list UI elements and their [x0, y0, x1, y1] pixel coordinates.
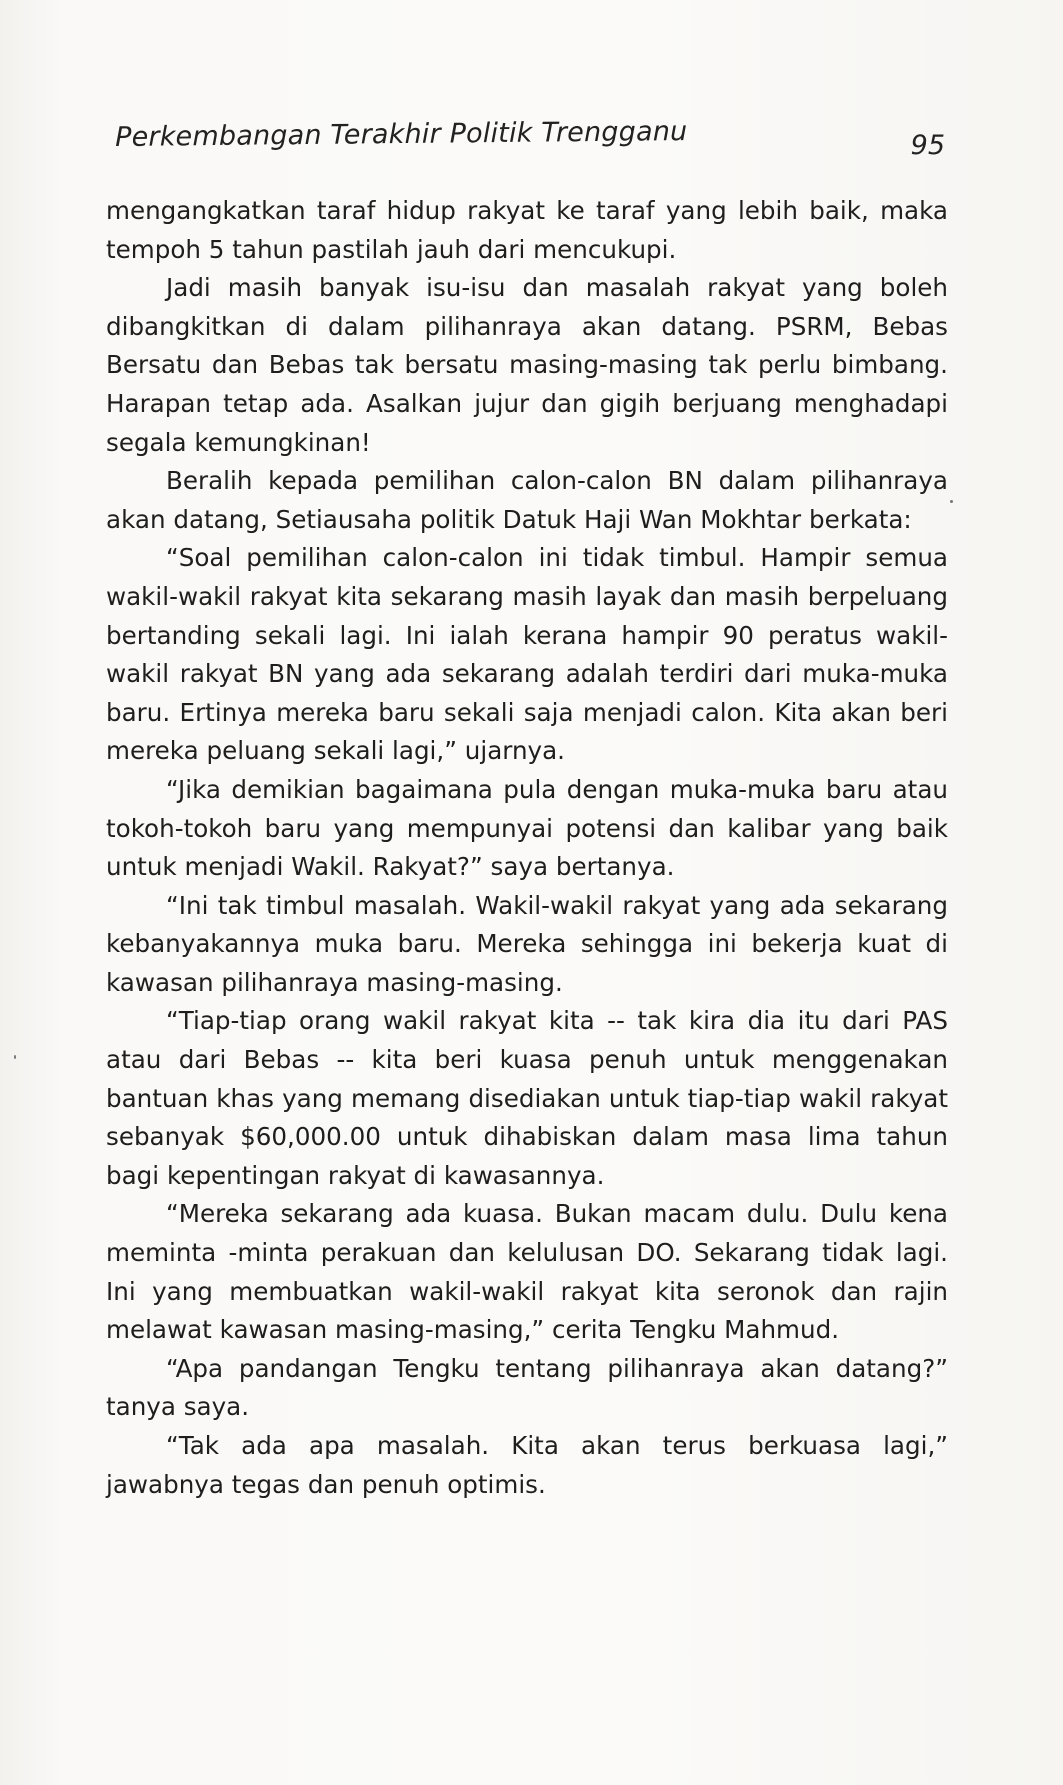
paragraph-4: “Soal pemilihan calon-calon ini tidak timbul. Hampir semua wakil-wakil rakyat kita sekarang masih layak dan masih berpeluang bertanding sekali lagi. Ini ialah kerana hampir 90 peratus wakil-wakil rakyat BN yang ada sekarang adalah terdiri dari muka-muka baru. Ertinya mereka baru sekali saja menjadi calon. Kita akan beri mereka peluang sekali lagi,” ujarnya.: [106, 543, 948, 766]
paragraph-8: “Mereka sekarang ada kuasa. Bukan macam dulu. Dulu kena meminta -minta perakuan dan kelulusan DO. Sekarang tidak lagi. Ini yang membuatkan wakil-wakil rakyat kita seronok dan rajin melawat kawasan masing-masing,” cerita Tengku Mahmud.: [106, 1199, 948, 1345]
running-title: Perkembangan Terakhir Politik Trengganu: [115, 116, 688, 153]
paragraph-7: “Tiap-tiap orang wakil rakyat kita -- tak kira dia itu dari PAS atau dari Bebas -- kita beri kuasa penuh untuk menggenakan bantuan khas yang memang disediakan untuk tiap-tiap wakil rakyat sebanyak $60,000.00 untuk dihabiskan dalam masa lima tahun bagi kepentingan rakyat di kawasannya.: [106, 1006, 948, 1190]
paragraph-2: Jadi masih banyak isu-isu dan masalah rakyat yang boleh dibangkitkan di dalam pilihanraya akan datang. PSRM, Bebas Bersatu dan Bebas tak bersatu masing-masing tak perlu bimbang. Harapan tetap ada. Asalkan jujur dan gigih berjuang menghadapi segala kemungkinan!: [106, 273, 948, 457]
paragraph-9: “Apa pandangan Tengku tentang pilihanraya akan datang?” tanya saya.: [106, 1353, 948, 1422]
page-number: 95: [910, 130, 945, 161]
print-speck: [950, 500, 953, 503]
paragraph-10: “Tak ada apa masalah. Kita akan terus berkuasa lagi,” jawabnya tegas dan penuh optimis.: [106, 1431, 948, 1499]
body-text: [106, 192, 948, 1504]
page-header: [115, 116, 945, 162]
paragraph-3: Beralih kepada pemilihan calon-calon BN dalam pilihanraya akan datang, Setiausaha politik Datuk Haji Wan Mokhtar berkata:: [106, 466, 948, 534]
paragraph-6: “Ini tak timbul masalah. Wakil-wakil rakyat yang ada sekarang kebanyakannya muka baru. Mereka sehingga ini bekerja kuat di kawasan pilihanraya masing-masing.: [106, 890, 948, 997]
print-speck: [14, 1055, 16, 1059]
paragraph-5: “Jika demikian bagaimana pula dengan muka-muka baru atau tokoh-tokoh baru yang mempunyai potensi dan kalibar yang baik untuk menjadi Wakil. Rakyat?” saya bertanya.: [106, 774, 948, 882]
paragraph-1: mengangkatkan taraf hidup rakyat ke taraf yang lebih baik, maka tempoh 5 tahun pastilah jauh dari mencukupi.: [106, 196, 948, 264]
